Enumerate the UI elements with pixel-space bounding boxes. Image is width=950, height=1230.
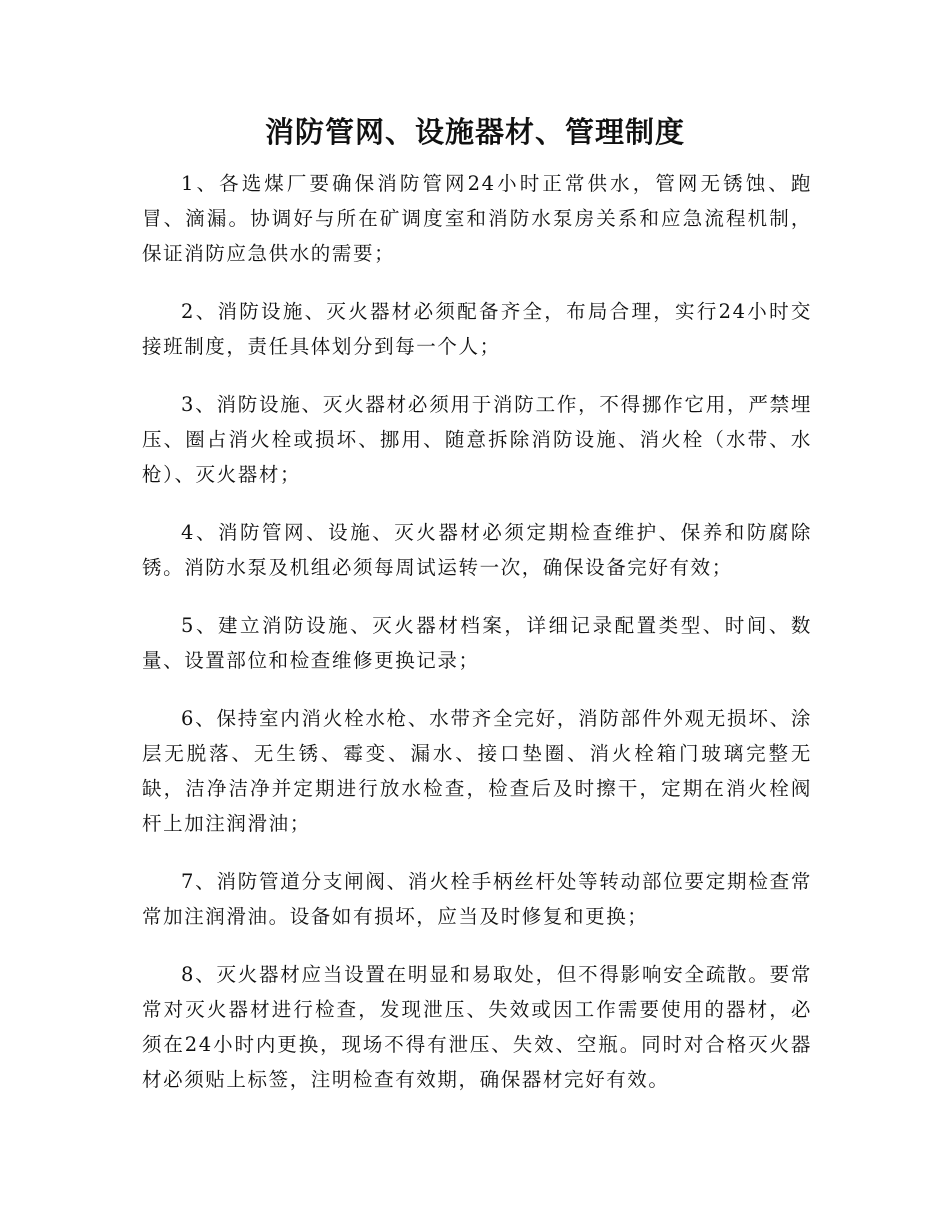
paragraph-7: 7、消防管道分支闸阀、消火栓手柄丝杆处等转动部位要定期检查常常加注润滑油。设备如有损坏，应当及时修复和更换； (142, 870, 812, 928)
paragraph-5: 5、建立消防设施、灭火器材档案，详细记录配置类型、时间、数量、设置部位和检查维修更换记录； (142, 614, 812, 672)
document-body (142, 166, 812, 1120)
document-title: 消防管网、设施器材、管理制度 (264, 115, 685, 149)
paragraph-6: 6、保持室内消火栓水枪、水带齐全完好，消防部件外观无损坏、涂层无脱落、无生锈、霉变、漏水、接口垫圈、消火栓箱门玻璃完整无缺，洁净洁净并定期进行放水检查，检查后及时擦干，定期在消火栓阀杆上加注润滑油； (142, 707, 812, 835)
paragraph-4: 4、消防管网、设施、灭火器材必须定期检查维护、保养和防腐除锈。消防水泵及机组必须每周试运转一次，确保设备完好有效； (142, 521, 812, 579)
paragraph-8: 8、灭火器材应当设置在明显和易取处，但不得影响安全疏散。要常常对灭火器材进行检查，发现泄压、失效或因工作需要使用的器材，必须在24小时内更换，现场不得有泄压、失效、空瓶。同时对合格灭火器材必须贴上标签，注明检查有效期，确保器材完好有效。 (142, 963, 812, 1091)
paragraph-3: 3、消防设施、灭火器材必须用于消防工作，不得挪作它用，严禁埋压、圈占消火栓或损坏、挪用、随意拆除消防设施、消火栓（水带、水枪）、灭火器材； (142, 393, 812, 486)
paragraph-1: 1、各选煤厂要确保消防管网24小时正常供水，管网无锈蚀、跑冒、滴漏。协调好与所在矿调度室和消防水泵房关系和应急流程机制，保证消防应急供水的需要； (142, 172, 812, 265)
paragraph-2: 2、消防设施、灭火器材必须配备齐全，布局合理，实行24小时交接班制度，责任具体划分到每一个人； (142, 300, 812, 358)
